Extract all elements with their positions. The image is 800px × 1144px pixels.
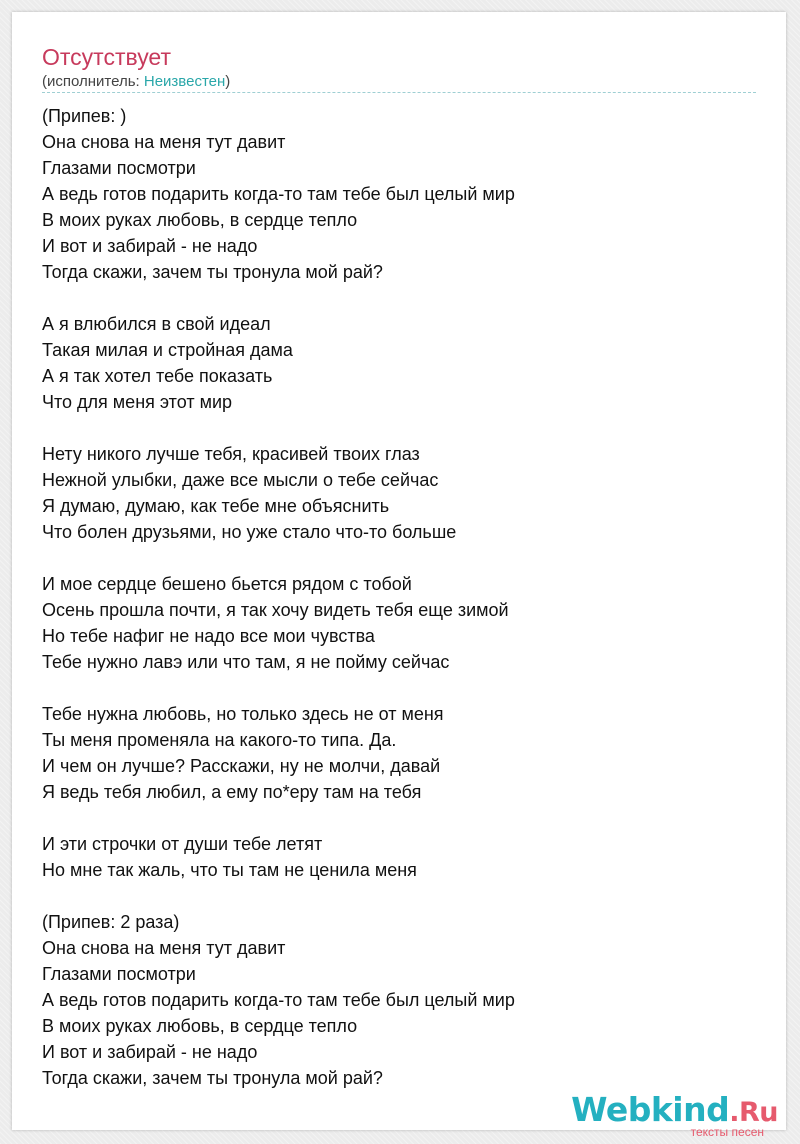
- lyric-line: В моих руках любовь, в сердце тепло: [42, 210, 358, 230]
- lyric-line: Ты меня променяла на какого-то типа. Да.: [42, 730, 397, 750]
- stanza-gap: [42, 805, 515, 831]
- watermark-tld: .Ru: [729, 1097, 778, 1128]
- stanza-gap: [42, 285, 515, 311]
- artist-suffix: ): [225, 73, 231, 90]
- lyric-line: Что болен друзьями, но уже стало что-то больше: [42, 522, 457, 542]
- lyric-line: А ведь готов подарить когда-то там тебе был целый мир: [42, 990, 515, 1010]
- watermark-brand: Webkind: [571, 1090, 730, 1129]
- lyric-line: Тогда скажи, зачем ты тронула мой рай?: [42, 1068, 383, 1088]
- lyric-line: Тебе нужно лавэ или что там, я не пойму сейчас: [42, 652, 450, 672]
- lyric-line: И эти строчки от души тебе летят: [42, 834, 323, 854]
- lyric-line: Она снова на меня тут давит: [42, 132, 286, 152]
- stanza-gap: [42, 415, 515, 441]
- lyric-line: Но мне так жаль, что ты там не ценила меня: [42, 860, 417, 880]
- lyric-line: И мое сердце бешено бьется рядом с тобой: [42, 574, 412, 594]
- lyric-line: И чем он лучше? Расскажи, ну не молчи, давай: [42, 756, 441, 776]
- watermark-tagline: тексты песен: [690, 1125, 764, 1139]
- lyrics-sheet: [12, 12, 786, 1130]
- lyric-line: Тебе нужна любовь, но только здесь не от меня: [42, 704, 444, 724]
- lyric-line: Она снова на меня тут давит: [42, 938, 286, 958]
- lyric-line: Глазами посмотри: [42, 158, 196, 178]
- lyric-line: А я влюбился в свой идеал: [42, 314, 271, 334]
- title-divider: [42, 92, 756, 93]
- song-title: Отсутствует: [42, 44, 171, 70]
- stanza-gap: [42, 675, 515, 701]
- lyric-line: Что для меня этот мир: [42, 392, 233, 412]
- lyric-line: И вот и забирай - не надо: [42, 1042, 258, 1062]
- lyric-line: Глазами посмотри: [42, 964, 196, 984]
- site-watermark: [571, 1090, 788, 1142]
- lyric-line: Я ведь тебя любил, а ему по*еру там на тебя: [42, 782, 422, 802]
- lyric-line: В моих руках любовь, в сердце тепло: [42, 1016, 358, 1036]
- artist-line: [42, 72, 230, 92]
- lyric-line: (Припев: ): [42, 106, 127, 126]
- lyric-line: Я думаю, думаю, как тебе мне объяснить: [42, 496, 390, 516]
- lyrics-text: [42, 103, 515, 1091]
- stanza-gap: [42, 545, 515, 571]
- stanza-gap: [42, 883, 515, 909]
- lyric-line: (Припев: 2 раза): [42, 912, 180, 932]
- lyric-line: Такая милая и стройная дама: [42, 340, 293, 360]
- lyric-line: Нету никого лучше тебя, красивей твоих глаз: [42, 444, 420, 464]
- lyric-line: И вот и забирай - не надо: [42, 236, 258, 256]
- lyric-line: Но тебе нафиг не надо все мои чувства: [42, 626, 375, 646]
- lyric-line: А я так хотел тебе показать: [42, 366, 273, 386]
- artist-link[interactable]: Неизвестен: [143, 73, 226, 90]
- lyric-line: Тогда скажи, зачем ты тронула мой рай?: [42, 262, 383, 282]
- lyric-line: Нежной улыбки, даже все мысли о тебе сейчас: [42, 470, 439, 490]
- lyric-line: Осень прошла почти, я так хочу видеть тебя еще зимой: [42, 600, 509, 620]
- lyric-line: А ведь готов подарить когда-то там тебе был целый мир: [42, 184, 515, 204]
- artist-prefix: (исполнитель:: [42, 73, 144, 90]
